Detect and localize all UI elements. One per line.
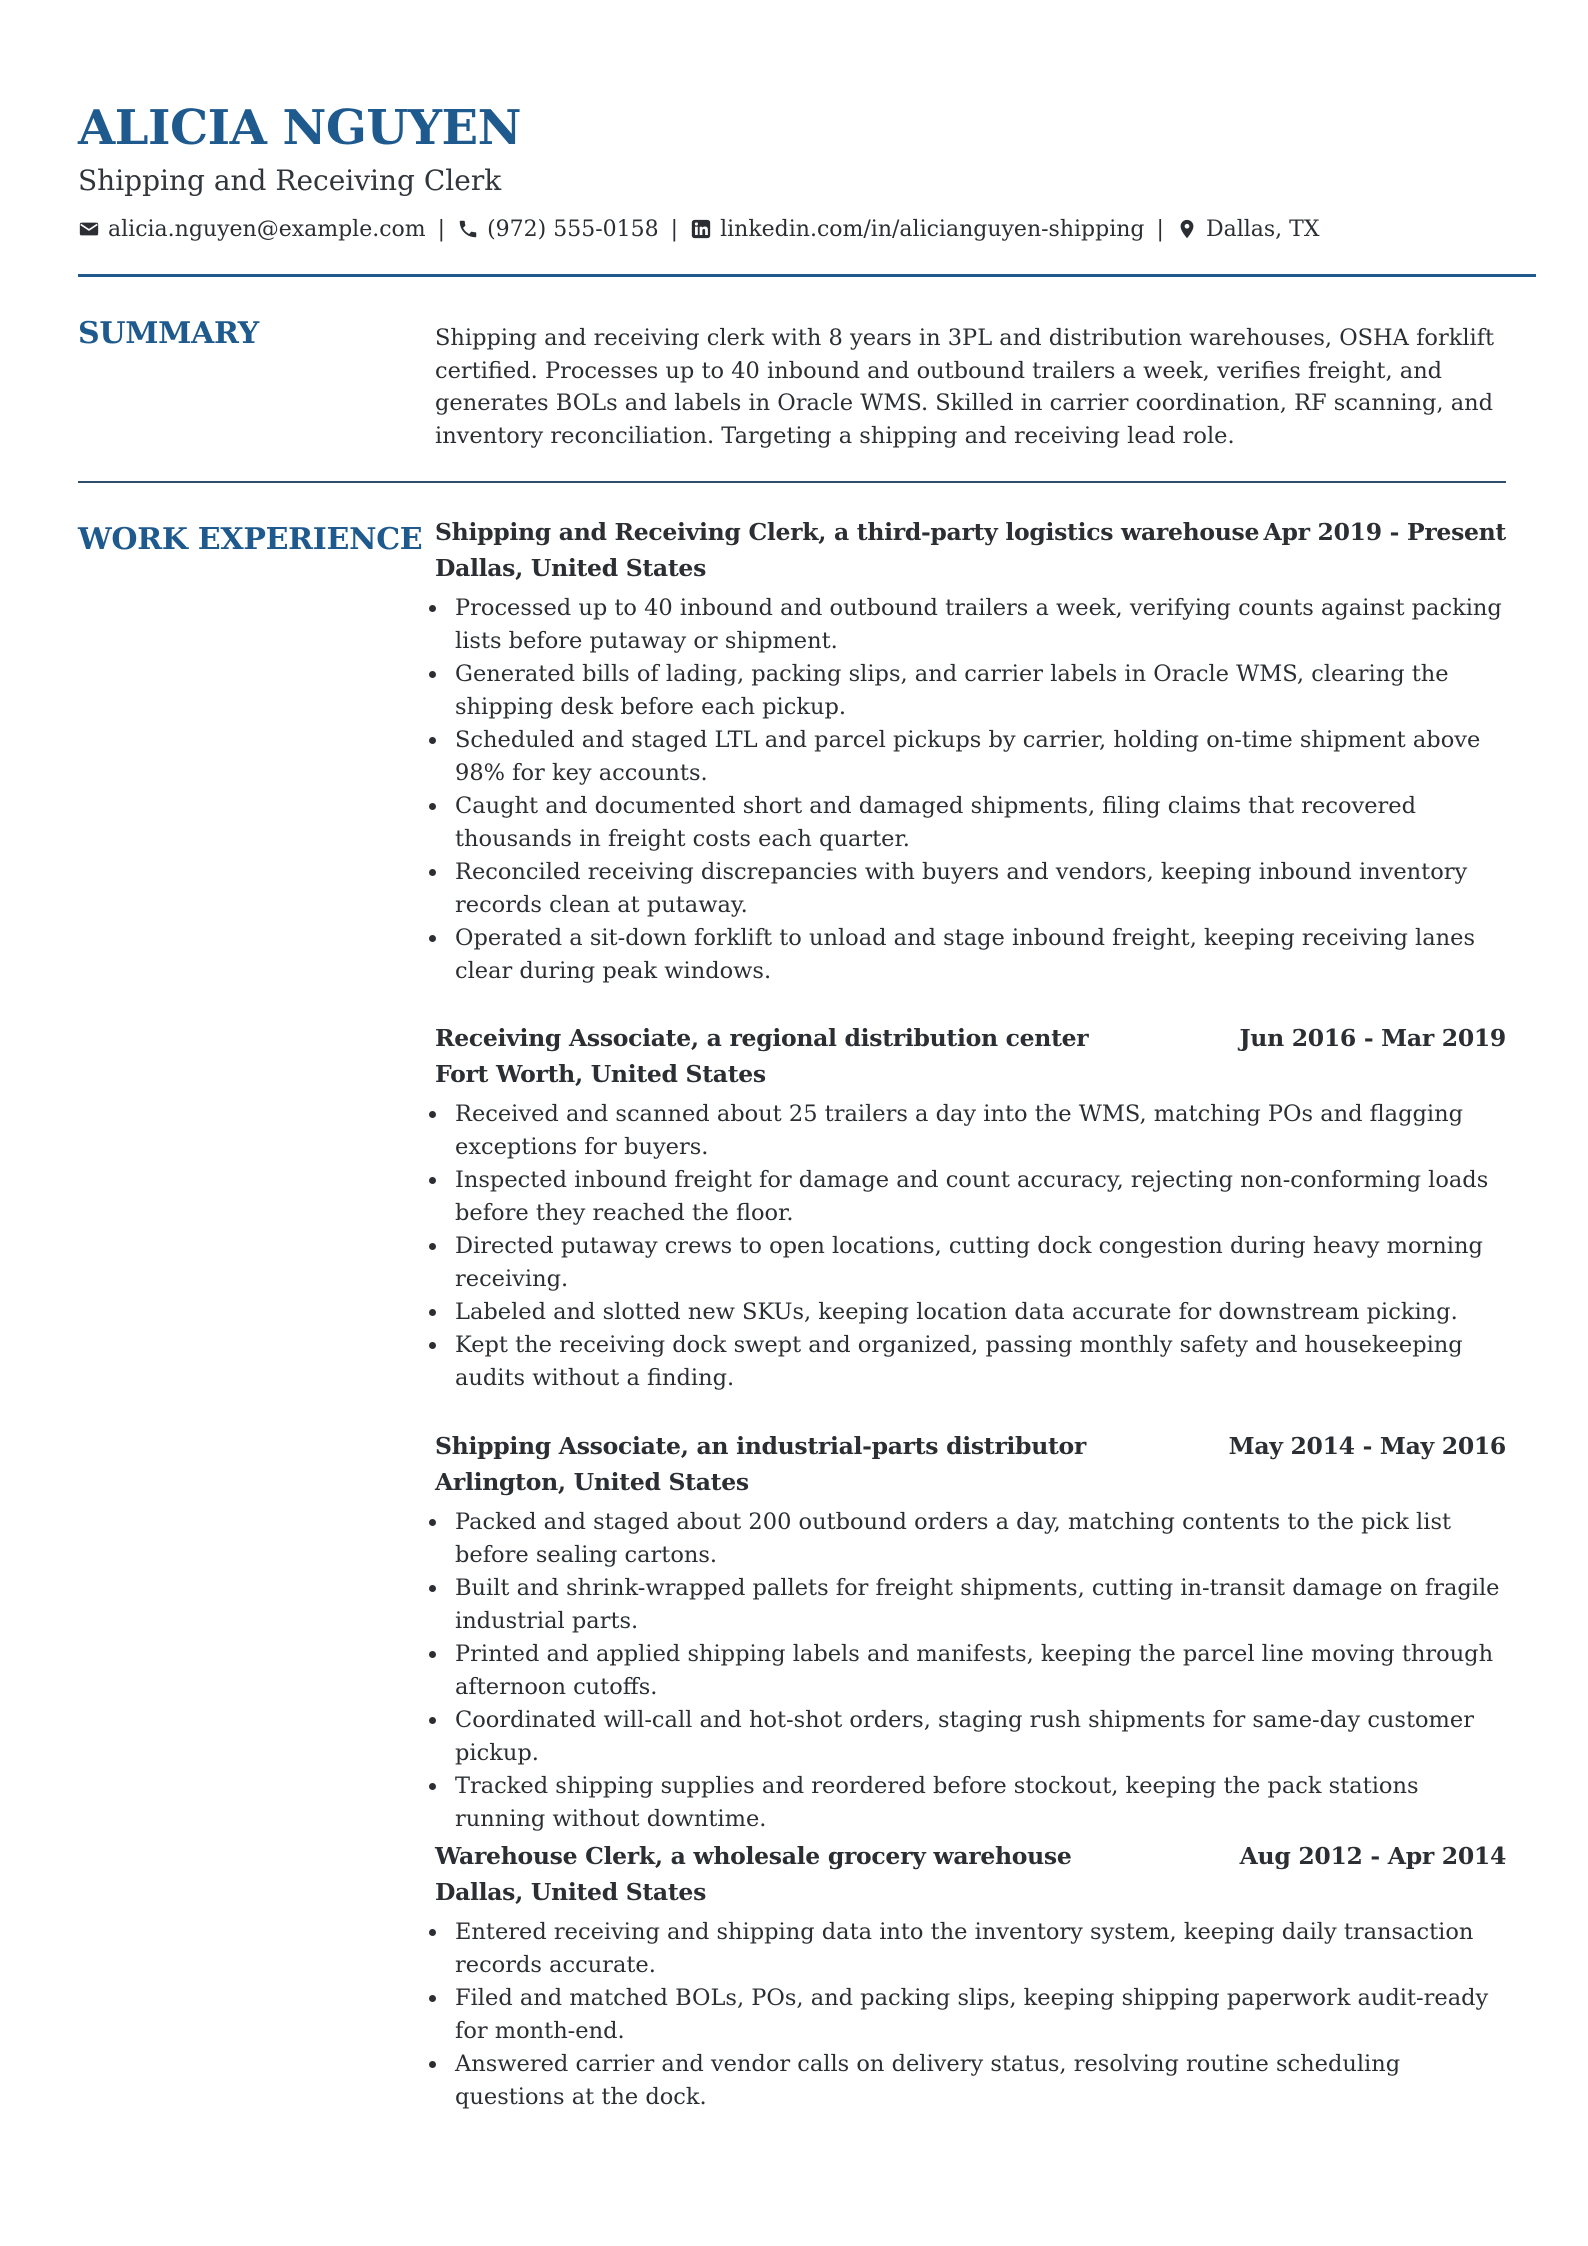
bullet-dot [429, 1111, 436, 1118]
phone-text: (972) 555-0158 [487, 216, 659, 242]
bullet-text: Operated a sit-down forklift to unload and stage inbound freight, keeping receiving lanes clear during peak windows. [455, 925, 1476, 984]
bullet-text: Caught and documented short and damaged shipments, filing claims that recovered thousands in freight costs each quarter. [455, 793, 1417, 852]
bullet-text: Filed and matched BOLs, POs, and packing slips, keeping shipping paperwork audit-ready for month-end. [455, 1985, 1489, 2044]
bullet-text: Processed up to 40 inbound and outbound trailers a week, verifying counts against packing lists before putaway or shipment. [455, 595, 1502, 654]
bullet-item [435, 856, 1506, 921]
bullet-item [435, 658, 1506, 723]
bullet-text: Labeled and slotted new SKUs, keeping location data accurate for downstream picking. [455, 1299, 1458, 1325]
bullet-text: Reconciled receiving discrepancies with buyers and vendors, keeping inbound inventory records clean at putaway. [455, 859, 1468, 918]
bullet-text: Coordinated will-call and hot-shot orders, staging rush shipments for same-day customer pickup. [455, 1707, 1474, 1766]
bullet-text: Generated bills of lading, packing slips, and carrier labels in Oracle WMS, clearing the shipping desk before each pickup. [455, 661, 1449, 720]
bullet-item [435, 1098, 1506, 1163]
bullet-text: Scheduled and staged LTL and parcel pickups by carrier, holding on-time shipment above 98% for key accounts. [455, 727, 1481, 786]
bullet-dot [429, 1651, 436, 1658]
job-bullets [435, 1506, 1506, 1835]
phone-icon [457, 218, 479, 240]
bullet-dot [429, 1177, 436, 1184]
bullet-item [435, 724, 1506, 789]
bullet-text: Answered carrier and vendor calls on delivery status, resolving routine scheduling questions at the dock. [455, 2051, 1401, 2110]
work-experience-heading: WORK EXPERIENCE [78, 522, 423, 557]
job-location: Fort Worth, United States [435, 1060, 766, 1088]
bullet-dot [429, 935, 436, 942]
email-text: alicia.nguyen@example.com [108, 216, 426, 242]
job-entry [435, 1428, 1506, 1836]
bullet-text: Directed putaway crews to open locations, cutting dock congestion during heavy morning receiving. [455, 1233, 1483, 1292]
bullet-dot [429, 1309, 436, 1316]
bullet-item [435, 1770, 1506, 1835]
bullet-item [435, 592, 1506, 657]
contact-linkedin[interactable] [690, 217, 1144, 242]
bullet-dot [429, 737, 436, 744]
bullet-item [435, 1638, 1506, 1703]
bullet-text: Entered receiving and shipping data into the inventory system, keeping daily transaction records accurate. [455, 1919, 1474, 1978]
job-entry [435, 1838, 1506, 2114]
job-dates: Aug 2012 - Apr 2014 [1239, 1842, 1506, 1870]
header-divider [78, 274, 1536, 277]
bullet-dot [429, 1519, 436, 1526]
separator: | [670, 216, 679, 242]
bullet-dot [429, 605, 436, 612]
job-title: Shipping and Receiving Clerk [78, 164, 502, 197]
envelope-icon [78, 218, 100, 240]
job-role: Shipping and Receiving Clerk, a third-party logistics warehouse [435, 518, 1260, 546]
bullet-item [435, 1230, 1506, 1295]
summary-heading: SUMMARY [78, 316, 259, 351]
bullet-dot [429, 1342, 436, 1349]
job-location: Arlington, United States [435, 1468, 749, 1496]
bullet-text: Built and shrink-wrapped pallets for freight shipments, cutting in-transit damage on fragile industrial parts. [455, 1575, 1500, 1634]
bullet-dot [429, 1995, 436, 2002]
bullet-item [435, 1164, 1506, 1229]
bullet-item [435, 1506, 1506, 1571]
bullet-item [435, 1704, 1506, 1769]
job-role: Shipping Associate, an industrial-parts distributor [435, 1432, 1086, 1460]
job-bullets [435, 1916, 1506, 2113]
job-bullets [435, 592, 1506, 987]
bullet-dot [429, 1783, 436, 1790]
bullet-text: Kept the receiving dock swept and organized, passing monthly safety and housekeeping audits without a finding. [455, 1332, 1463, 1391]
bullet-dot [429, 803, 436, 810]
bullet-text: Tracked shipping supplies and reordered before stockout, keeping the pack stations running without downtime. [455, 1773, 1419, 1832]
bullet-dot [429, 1717, 436, 1724]
separator: | [1156, 216, 1164, 242]
contact-email[interactable] [78, 217, 426, 242]
bullet-text: Printed and applied shipping labels and manifests, keeping the parcel line moving through afternoon cutoffs. [455, 1641, 1494, 1700]
job-bullets [435, 1098, 1506, 1395]
bullet-dot [429, 671, 436, 678]
bullet-item [435, 1982, 1506, 2047]
bullet-item [435, 1329, 1506, 1394]
bullet-item [435, 790, 1506, 855]
bullet-dot [429, 1243, 436, 1250]
bullet-dot [429, 1929, 436, 1936]
linkedin-icon [690, 218, 712, 240]
bullet-item [435, 1572, 1506, 1637]
job-role: Warehouse Clerk, a wholesale grocery warehouse [435, 1842, 1072, 1870]
bullet-item [435, 2048, 1506, 2113]
bullet-item [435, 1916, 1506, 1981]
job-dates: Apr 2019 - Present [1263, 518, 1506, 546]
job-location: Dallas, United States [435, 554, 706, 582]
bullet-item [435, 1296, 1506, 1329]
separator: | [437, 216, 446, 242]
bullet-dot [429, 869, 436, 876]
job-dates: May 2014 - May 2016 [1228, 1432, 1506, 1460]
contact-phone[interactable] [457, 217, 659, 242]
contact-location [1176, 217, 1320, 242]
bullet-dot [429, 2061, 436, 2068]
map-pin-icon [1176, 218, 1198, 240]
job-role: Receiving Associate, a regional distribution center [435, 1024, 1089, 1052]
bullet-item [435, 922, 1506, 987]
contact-bar [78, 212, 1320, 246]
candidate-name: ALICIA NGUYEN [78, 100, 522, 156]
bullet-text: Inspected inbound freight for damage and count accuracy, rejecting non-conforming loads before they reached the floor. [455, 1167, 1489, 1226]
linkedin-text: linkedin.com/in/alicianguyen-shipping [720, 216, 1145, 242]
summary-text: Shipping and receiving clerk with 8 years in 3PL and distribution warehouses, OSHA forklift certified. Processes up to 40 inbound and outbound trailers a week, verifies freight, and generates BOLs and labels in Oracle WMS. Skilled in carrier coordination, RF scanning, and inventory reconciliation. Targeting a shipping and receiving lead role. [435, 325, 1495, 450]
job-entry [435, 1020, 1506, 1395]
bullet-text: Packed and staged about 200 outbound orders a day, matching contents to the pick list before sealing cartons. [455, 1509, 1452, 1568]
job-dates: Jun 2016 - Mar 2019 [1239, 1024, 1506, 1052]
job-entry [435, 514, 1506, 988]
location-text: Dallas, TX [1205, 216, 1320, 242]
job-location: Dallas, United States [435, 1878, 706, 1906]
section-divider [78, 481, 1506, 483]
bullet-text: Received and scanned about 25 trailers a day into the WMS, matching POs and flagging exceptions for buyers. [455, 1101, 1463, 1160]
bullet-dot [429, 1585, 436, 1592]
